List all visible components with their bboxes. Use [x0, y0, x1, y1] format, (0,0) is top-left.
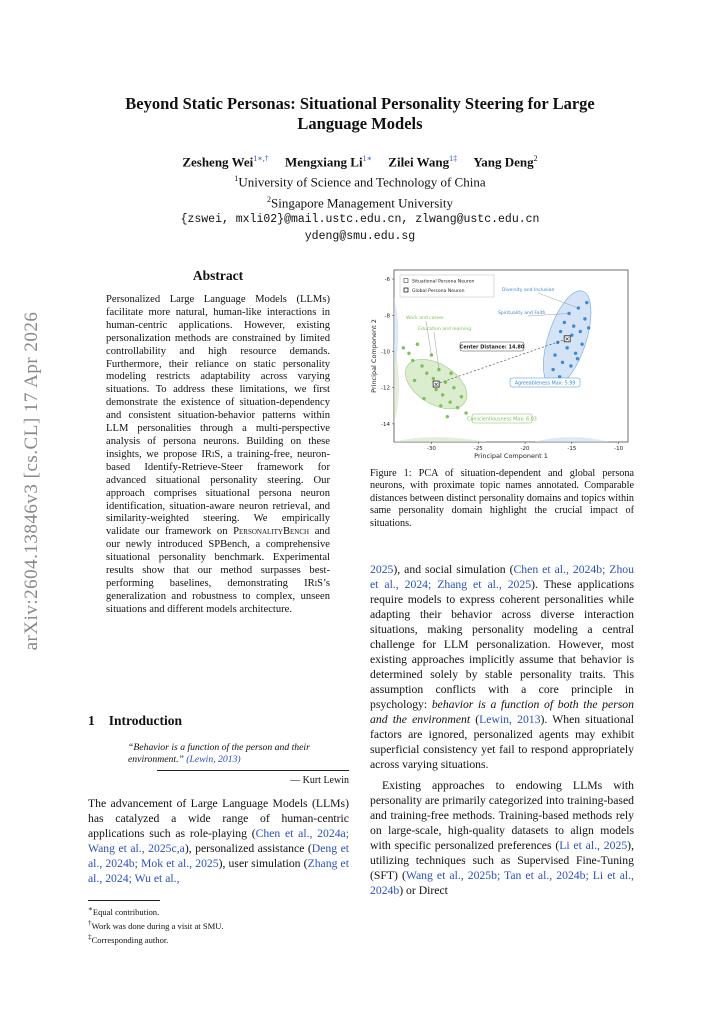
data-point	[413, 379, 416, 382]
citation-link[interactable]: 2025	[370, 563, 394, 576]
figure-caption: Figure 1: PCA of situation-dependent and global persona neurons, with proximate topic names annotated. Comparable distances between distinct personality domains and topics within same personality domain highlight the crucial impact of situations.	[370, 468, 634, 529]
data-point	[574, 352, 577, 355]
x-tick-label: -10	[614, 446, 624, 452]
legend-marker-situational	[404, 279, 408, 283]
abstract-body: Personalized Large Language Models (LLMs) facilitate more natural, human-like interactions in human-centric applications. However, existing personalization methods are constrained by limited controllability and high resource demands. Furthermore, their reliance on static personality modeling restricts adaptability across varying situations. To address these limitations, we first demonstrate the existence of situation-dependency and consistent situation-behavior patterns within LLM personalities through a multi-perspective analysis of persona neurons. Building on these insights, we propose IRiS, a training-free, neuron-based Identify-Retrieve-Steer framework for advanced situational personality steering. Our approach comprises situational persona neuron identification, situation-aware neuron retrieval, and similarity-weighted steering. We empirically validate our framework on PersonalityBench and our newly introduced SPBench, a comprehensive situational personality benchmark. Experimental results show that our method surpasses best-performing baselines, demonstrating IRiS’s generalization and robustness to complex, unseen situations and different models architecture.	[106, 294, 331, 615]
citation-link[interactable]: Zhang et al., 2024; Wu et al.,	[88, 857, 349, 885]
data-point	[553, 353, 556, 356]
author-mark: 1‡	[449, 154, 458, 163]
author-mark: 2	[533, 154, 538, 163]
footnote-rule	[88, 900, 160, 901]
author-block	[100, 150, 620, 245]
paragraph: Existing approaches to endowing LLMs with personality are primarily categorized into training-based and training-free methods. Training-based methods rely on large-scale, high-quality datasets to align models with specific personalized preferences (Li et al., 2025), utilizing techniques such as Supervised Fine-Tuning (SFT) (Wang et al., 2025b; Tan et al., 2024b; Li et al., 2024b) or Direct	[370, 779, 634, 897]
data-point	[402, 346, 405, 349]
author-name: Zilei Wang	[388, 154, 450, 170]
email-line-1[interactable]: {zswei, mxli02}@mail.ustc.edu.cn, zlwang@ustc.edu.cn	[180, 212, 540, 226]
data-point	[569, 364, 572, 367]
center-distance-label: Center Distance: 14.80	[459, 344, 525, 351]
data-point	[580, 343, 583, 346]
citation-link[interactable]: Li et al., 2025	[559, 839, 628, 852]
author-mark: 1∗,†	[253, 154, 269, 163]
y-tick-label: -8	[384, 313, 390, 320]
global-neuron-glyph: ✕	[433, 381, 439, 389]
footnote: ∗Equal contribution.	[88, 905, 160, 917]
footnote: ‡Corresponding author.	[88, 932, 169, 945]
author-mark: 1∗	[362, 154, 373, 163]
data-point	[583, 317, 586, 320]
author-name: Yang Deng	[473, 154, 534, 170]
data-point	[441, 393, 444, 396]
data-point	[570, 333, 573, 336]
agreeableness-label: Agreeableness Max: 5.99	[514, 381, 576, 387]
intro-paragraph-right	[370, 562, 634, 898]
x-tick-label: -30	[426, 446, 436, 452]
citation-link[interactable]: Wang et al., 2025b; Tan et al., 2024b; Li et al., 2024b	[370, 869, 634, 897]
data-point	[456, 406, 459, 409]
data-point	[448, 400, 451, 403]
citation-link[interactable]: Chen et al., 2024b; Zhou et al., 2024; Zhang et al., 2025	[370, 563, 634, 591]
quote-rule	[157, 770, 349, 771]
legend-label: Global Persona Neuron	[412, 289, 465, 294]
author-name: Mengxiang Li	[284, 154, 363, 170]
citation-link[interactable]: Lewin, 2013	[479, 713, 541, 726]
data-point	[572, 324, 575, 327]
intro-paragraph-left: The advancement of Large Language Models (LLMs) has catalyzed a wide range of human-centric applications such as role-playing (Chen et al., 2024a; Wang et al., 2025c,a), personalized assistance (Deng et al., 2024b; Mok et al., 2025), user simulation (Zhang et al., 2024; Wu et al.,	[88, 797, 349, 885]
legend-marker-global	[404, 288, 408, 292]
quote-author: — Kurt Lewin	[290, 775, 349, 786]
citation-link[interactable]: Deng et al., 2024b; Mok et al., 2025	[88, 842, 349, 870]
data-point	[446, 415, 449, 418]
data-point	[432, 377, 435, 380]
data-point	[551, 368, 554, 371]
x-axis-label: Principal Component 1	[474, 452, 548, 460]
citation-link[interactable]: Chen et al., 2024a; Wang et al., 2025c,a	[88, 827, 349, 855]
topic-annotation: Diversity and Inclusion	[502, 288, 555, 293]
abstract-heading: Abstract	[192, 268, 244, 283]
y-tick-label: -10	[381, 349, 390, 356]
arxiv-identifier: arXiv:2604.13846v3 [cs.CL] 17 Apr 2026	[21, 311, 42, 651]
data-point	[563, 321, 566, 324]
data-point	[407, 352, 410, 355]
data-point	[452, 386, 455, 389]
data-point	[439, 404, 442, 407]
topic-annotation: Education and learning	[418, 327, 472, 332]
data-point	[559, 330, 562, 333]
data-point	[565, 346, 568, 349]
data-point	[585, 301, 588, 304]
affiliation-2: $^2$Singapore Management University	[267, 194, 453, 210]
paper-title: Beyond Static Personas: Situational Personality Steering for Large Language Models	[125, 94, 595, 133]
citation-link[interactable]: (Lewin, 2013)	[186, 754, 241, 765]
data-point	[556, 341, 559, 344]
y-tick-label: -14	[381, 421, 390, 428]
topic-annotation: Spirituality and Faith	[498, 311, 546, 316]
x-tick-label: -20	[520, 446, 530, 452]
affiliation-1: $^1$University of Science and Technology of China	[234, 174, 486, 190]
data-point	[449, 372, 452, 375]
epigraph-quote: “Behavior is a function of the person and their environment.” (Lewin, 2013)	[128, 742, 310, 765]
legend-label: Situational Persona Neuron	[412, 279, 475, 285]
y-tick-label: -6	[384, 277, 390, 284]
author-name: Zesheng Wei	[182, 154, 254, 170]
y-axis-label: Principal Component 2	[370, 319, 378, 393]
data-point	[587, 326, 590, 329]
data-point	[422, 397, 425, 400]
paragraph: 2025), and social simulation (Chen et al., 2024b; Zhou et al., 2024; Zhang et al., 2025). These applications require models to express coherent personalities while adapting their behavior across diverse interaction situations, making personality modeling a central challenge for LLM personalization. However, most existing approaches implicitly assume that behavior is determined solely by stable personality traits. This assumption conflicts with a core principle in psychology: behavior is a function of both the person and the environment (Lewin, 2013). When situational factors are ignored, personalized agents may exhibit superficial consistency yet fail to respond appropriately across varying situations.	[370, 563, 635, 771]
y-tick-label: -12	[381, 385, 390, 392]
data-point	[561, 361, 564, 364]
x-tick-label: -25	[473, 446, 483, 452]
section-heading-introduction: 1 Introduction	[88, 713, 183, 728]
topic-annotation: Work and career	[406, 316, 444, 321]
author-names	[100, 150, 620, 170]
data-point	[416, 343, 419, 346]
x-tick-label: -15	[567, 446, 577, 452]
footnotes	[88, 904, 348, 946]
data-point	[579, 330, 582, 333]
data-point	[425, 372, 428, 375]
conscientiousness-label: Conscientiousness Max: 6.03	[467, 417, 537, 423]
data-point	[411, 359, 414, 362]
data-point	[464, 411, 467, 414]
figure-pca-scatter	[368, 266, 634, 464]
footnote: †Work was done during a visit at SMU.	[88, 918, 224, 931]
data-point	[460, 395, 463, 398]
global-neuron-glyph: ✕	[564, 336, 570, 344]
data-point	[420, 364, 423, 367]
data-point	[576, 357, 579, 360]
email-line-2[interactable]: ydeng@smu.edu.sg	[304, 229, 416, 243]
